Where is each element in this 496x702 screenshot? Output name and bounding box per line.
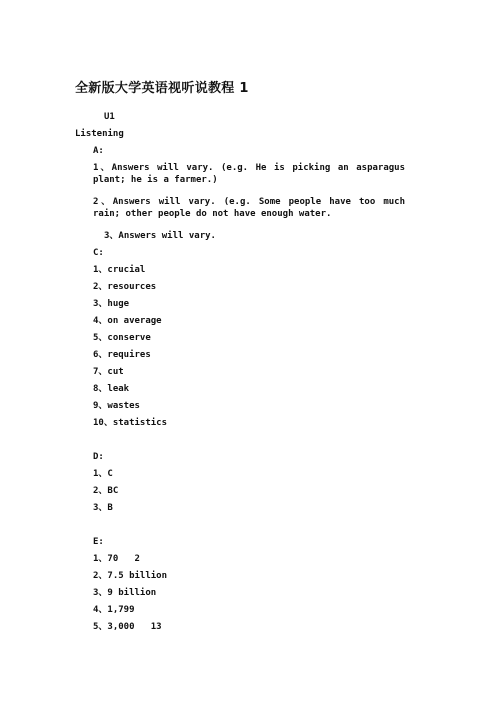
document-title: 全新版大学英语视听说教程 1 bbox=[75, 81, 249, 96]
answer-item: 7、cut bbox=[93, 367, 124, 377]
answer-item: 2、7.5 billion bbox=[93, 571, 168, 581]
answer-item: 2、resources bbox=[93, 282, 157, 292]
answer-item: 10、statistics bbox=[93, 418, 168, 428]
part-c-label: C: bbox=[93, 248, 104, 258]
answer-item: 3、huge bbox=[93, 299, 130, 309]
answer-item: 2、Answers will vary. (e.g. Some people have too much rain; other people do not have enough water. bbox=[93, 197, 405, 219]
part-a-label: A: bbox=[93, 146, 104, 156]
answer-item: 4、on average bbox=[93, 316, 162, 326]
answer-item: 3、B bbox=[93, 503, 113, 513]
part-e-label: E: bbox=[93, 537, 104, 547]
section-heading: Listening bbox=[75, 129, 124, 139]
answer-item: 3、9 billion bbox=[93, 588, 157, 598]
answer-item: 6、requires bbox=[93, 350, 151, 360]
answer-item: 5、conserve bbox=[93, 333, 151, 343]
answer-item: 3、Answers will vary. bbox=[104, 231, 216, 241]
answer-item: 2、BC bbox=[93, 486, 119, 496]
answer-item: 1、crucial bbox=[93, 265, 146, 275]
part-d-label: D: bbox=[93, 452, 104, 462]
answer-item: 8、leak bbox=[93, 384, 130, 394]
answer-item: 1、C bbox=[93, 469, 113, 479]
answer-item: 9、wastes bbox=[93, 401, 140, 411]
answer-item: 5、3,000 13 bbox=[93, 622, 162, 632]
unit-label: U1 bbox=[104, 112, 115, 122]
answer-item: 1、Answers will vary. (e.g. He is picking an asparagus plant; he is a farmer.) bbox=[93, 163, 405, 185]
answer-item: 4、1,799 bbox=[93, 605, 135, 615]
answer-item: 1、70 2 bbox=[93, 554, 140, 564]
